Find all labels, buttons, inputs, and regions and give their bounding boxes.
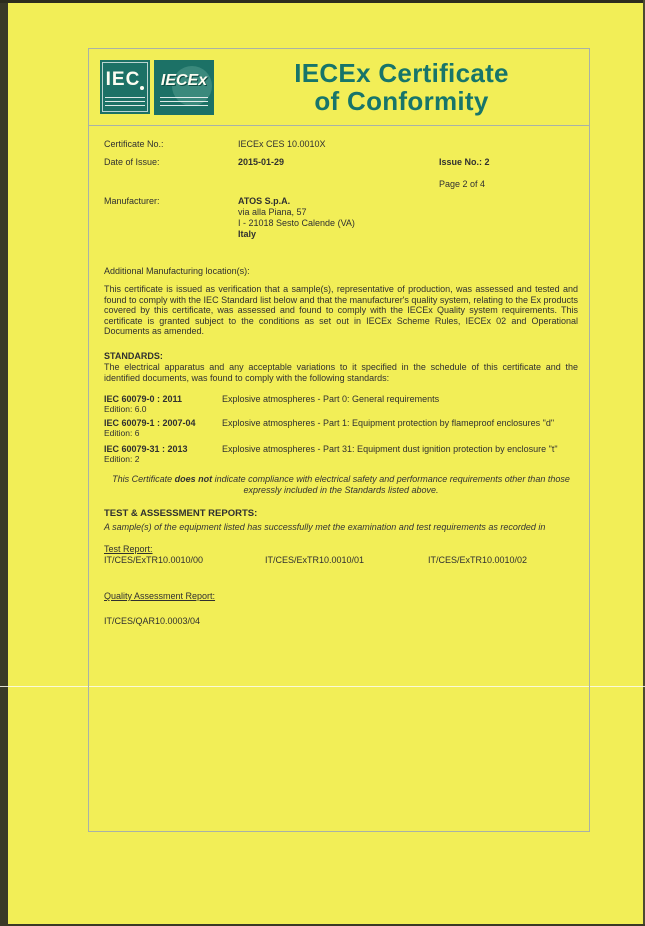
standard-edition: Edition: 2 xyxy=(104,454,140,464)
compliance-note-bold: does not xyxy=(174,474,213,484)
page-title-line2: of Conformity xyxy=(314,86,489,116)
page-number: Page 2 of 4 xyxy=(439,179,486,189)
certificate-no-value: IECEx CES 10.0010X xyxy=(238,139,326,149)
compliance-note-suffix: indicate compliance with electrical safety and performance requirements other than those expressly included in the Standards listed above. xyxy=(212,474,570,495)
standard-edition: Edition: 6.0 xyxy=(104,404,147,414)
iec-logo-lines xyxy=(105,97,145,108)
additional-locations-label: Additional Manufacturing location(s): xyxy=(104,266,250,276)
standard-description: Explosive atmospheres - Part 0: General requirements xyxy=(222,394,440,404)
standards-heading: STANDARDS: xyxy=(104,351,163,361)
logo-group xyxy=(100,60,214,115)
iec-logo-dot xyxy=(140,86,144,90)
reports-intro: A sample(s) of the equipment listed has successfully met the examination and test requirements as recorded in xyxy=(104,522,546,532)
compliance-note-prefix: This Certificate xyxy=(112,474,175,484)
page-title-line1: IECEx Certificate xyxy=(294,58,509,88)
certificate-header xyxy=(89,49,589,126)
issuance-paragraph: This certificate is issued as verification that a sample(s), representative of production, was assessed and tested and found to comply with the IEC Standard list below and that the manufacturer's quality system, relating to the Ex products covered by this certificate, was assessed and found to comply with the IECEx Quality system requirements. This certificate is granted subject to the conditions as set out in IECEx Scheme Rules, IECEx 02 and Operational Documents as amended. xyxy=(104,284,578,336)
standard-code: IEC 60079-31 : 2013 xyxy=(104,444,188,454)
compliance-note xyxy=(104,474,578,496)
standard-description: Explosive atmospheres - Part 31: Equipment dust ignition protection by enclosure "t" xyxy=(222,444,558,454)
standard-description: Explosive atmospheres - Part 1: Equipment protection by flameproof enclosures "d" xyxy=(222,418,555,428)
quality-assessment-report-number: IT/CES/QAR10.0003/04 xyxy=(104,616,201,626)
certificate-frame xyxy=(88,48,590,832)
standard-row xyxy=(104,418,579,438)
scan-edge-top xyxy=(0,0,645,3)
certificate-no-label: Certificate No.: xyxy=(104,139,164,149)
iecex-logo-lines xyxy=(160,97,208,107)
iecex-logo-text: IECEx xyxy=(160,71,208,89)
test-report-number: IT/CES/ExTR10.0010/02 xyxy=(428,555,528,565)
reports-heading: TEST & ASSESSMENT REPORTS: xyxy=(104,508,258,519)
standard-code: IEC 60079-0 : 2011 xyxy=(104,394,183,404)
manufacturer-name: ATOS S.p.A. xyxy=(238,196,291,206)
test-report-label: Test Report: xyxy=(104,544,153,554)
manufacturer-label: Manufacturer: xyxy=(104,196,160,206)
scan-edge-left xyxy=(0,0,8,926)
page-title xyxy=(214,59,589,115)
iec-logo-icon xyxy=(100,60,150,114)
manufacturer-address-block xyxy=(238,196,355,240)
quality-assessment-report-label: Quality Assessment Report: xyxy=(104,591,216,601)
date-of-issue-label: Date of Issue: xyxy=(104,157,160,167)
manufacturer-country: Italy xyxy=(238,229,257,239)
iecex-logo-icon xyxy=(154,60,214,115)
manufacturer-city: I - 21018 Sesto Calende (VA) xyxy=(238,218,355,228)
standard-row xyxy=(104,444,579,464)
manufacturer-street: via alla Piana, 57 xyxy=(238,207,307,217)
standard-code: IEC 60079-1 : 2007-04 xyxy=(104,418,196,428)
standard-edition: Edition: 6 xyxy=(104,428,140,438)
standard-row xyxy=(104,394,579,414)
issue-no: Issue No.: 2 xyxy=(439,157,490,167)
iec-logo-text: IEC xyxy=(105,68,141,90)
standards-intro: The electrical apparatus and any acceptable variations to it specified in the schedule of this certificate and the identified documents, was found to comply with the following standards: xyxy=(104,362,578,383)
test-report-number: IT/CES/ExTR10.0010/00 xyxy=(104,555,204,565)
date-of-issue-value: 2015-01-29 xyxy=(238,157,285,167)
test-report-number: IT/CES/ExTR10.0010/01 xyxy=(265,555,365,565)
